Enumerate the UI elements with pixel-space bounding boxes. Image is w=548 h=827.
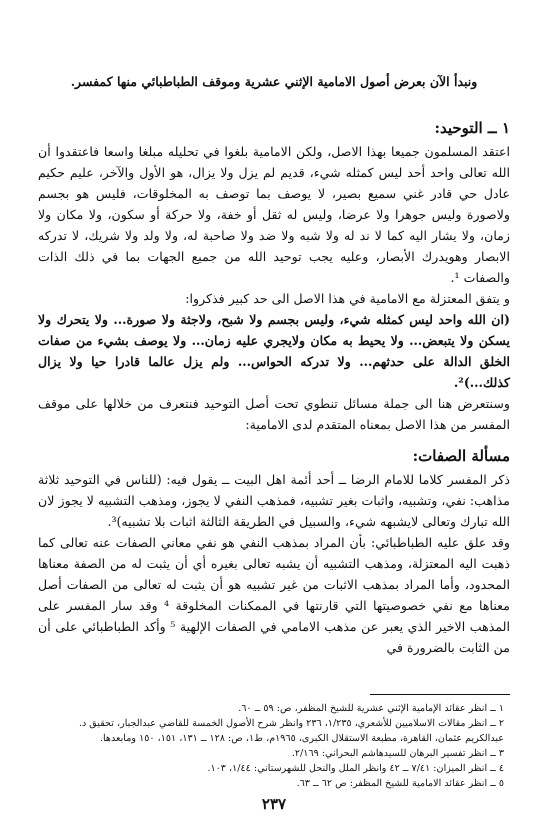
section-tawhid xyxy=(38,119,510,435)
footnote-5: ٥ ــ انظر عقائد الامامية للشيخ المظفر: ص ٦٢ ــ ٦٣. xyxy=(296,778,504,789)
section-sifat xyxy=(38,447,510,658)
paragraph-mutazila-intro: و يتفق المعتزلة مع الامامية في هذا الاصل الى حد كبير فذكروا: xyxy=(185,291,510,306)
intro-line: ونبدأ الآن بعرض أصول الامامية الإثني عشرية وموقف الطباطبائي منها كمفسر. xyxy=(70,74,478,89)
section-heading-tawhid: ١ ــ التوحيد: xyxy=(434,119,510,137)
paragraph-tawhid-definition: اعتقد المسلمون جميعا بهذا الاصل، ولكن الامامية بلغوا في تحليله مبلغا واسعا فاعتقدوا أن الله تعالى واحد أحد ليس كمثله شيء، قديم لم يزل ولا يزال، هو الأول والآخر، عليم حكيم عادل حي قادر غني سميع بصير، لا يوصف بما توصف به المخلوقات، فليس هو بجسم ولاصورة وليس جوهرا ولا عرضا، وليس له ثقل أو خفة، ولا حركة أو سكون، ولا مكان ولا زمان، ولا يشار اليه كما لا ند له ولا شبه ولا ضد ولا صاحبة له، ولا ولد ولا شريك، لا تدركه الابصار وهويدرك الأبصار، وعليه يجب توحيد الله من جميع الجهات بما في ذلك الذات والصفات ¹. xyxy=(38,144,510,285)
paragraph-tawhid-outline: وسنتعرض هنا الى جملة مسائل تنطوي تحت أصل التوحيد فنتعرف من خلالها على موقف المفسر من هذا الاصل بمعناه المتقدم لدى الامامية: xyxy=(38,396,510,432)
paragraph-imam-rida-quote: ذكر المفسر كلاما للامام الرضا ــ أحد أئمة اهل البيت ــ يقول فيه: (للناس في التوحيد ثلاثة مذاهب: نفي، وتشبيه، واثبات بغير تشبيه، فمذهب النفي لا يجوز، ومذهب التشبيه لا يجوز لان الله تبارك وتعالى لايشبهه شيء، والسبيل في الطريقة الثالثة اثبات بلا تشبيه)³. xyxy=(38,472,510,529)
page-number: ٢٣٧ xyxy=(261,795,287,813)
paragraph-mutazila-quote: (ان الله واحد ليس كمثله شيء، وليس بجسم ولا شبح، ولاجثة ولا صورة... ولا يتحرك ولا يسكن ولا يتبعض... ولا يحيط به مكان ولايجري عليه زمان... ولا يوصف بشيء من صفات الخلق الدالة على حدثهم... ولا تدركه الحواس... ولم يزل عالما قادرا حيا ولا يزال كذلك...)². xyxy=(38,312,510,390)
footnote-3: ٣ ــ انظر تفسير البرهان للسيدهاشم البحراني: ٢/١٦٩. xyxy=(291,748,504,759)
footnote-divider xyxy=(370,694,510,695)
footnote-4: ٤ ــ انظر الميزان: ٧/٤١ ــ ٤٢ وانظر الملل والنحل للشهرستاني: ١/٤٤، ١٠٣. xyxy=(207,763,504,774)
paragraph-tabatabai-comment: وقد علق عليه الطباطبائي: بأن المراد بمذهب النفي هو نفي معاني الصفات عنه تعالى كما ذهبت اليه المعتزلة، ومذهب التشبيه أن يشبه تعالى بغيره أي أن يثبت له من الصفة معناها المحدود، وأما المراد بمذهب الاثبات من غير تشبيه هو أن يثبت له تعالى من الصفات أصل معناها مع نفي خصوصيتها التي قارنتها في الممكنات المخلوقة ⁴ وقد سار المفسر على المذهب الاخير الذي يعبر عن مذهب الامامي في الصفات الإلهية ⁵ وأكد الطباطبائي على أن من الثابت بالضرورة في xyxy=(38,535,510,655)
section-heading-sifat: مسألة الصفات: xyxy=(412,447,510,465)
footnote-2: ٢ ــ انظر مقالات الاسلاميين للأشعري، ١/٢٣٥، ٢٣٦ وانظر شرح الأصول الخمسة للقاضي عبدالجبار، تحقيق د. عبدالكريم عثمان، القاهرة، مطبعة الاستقلال الكبرى، ١٩٦٥م، ط١، ص: ١٢٨ ــ ١٣١، ١٥١، ١٥٠ ومابعدها. xyxy=(78,718,504,744)
footnotes xyxy=(38,694,510,791)
footnote-1: ١ ــ انظر عقائد الإمامية الإثني عشرية للشيخ المظفر، ص: ٥٩ ــ ٦٠. xyxy=(238,703,504,714)
